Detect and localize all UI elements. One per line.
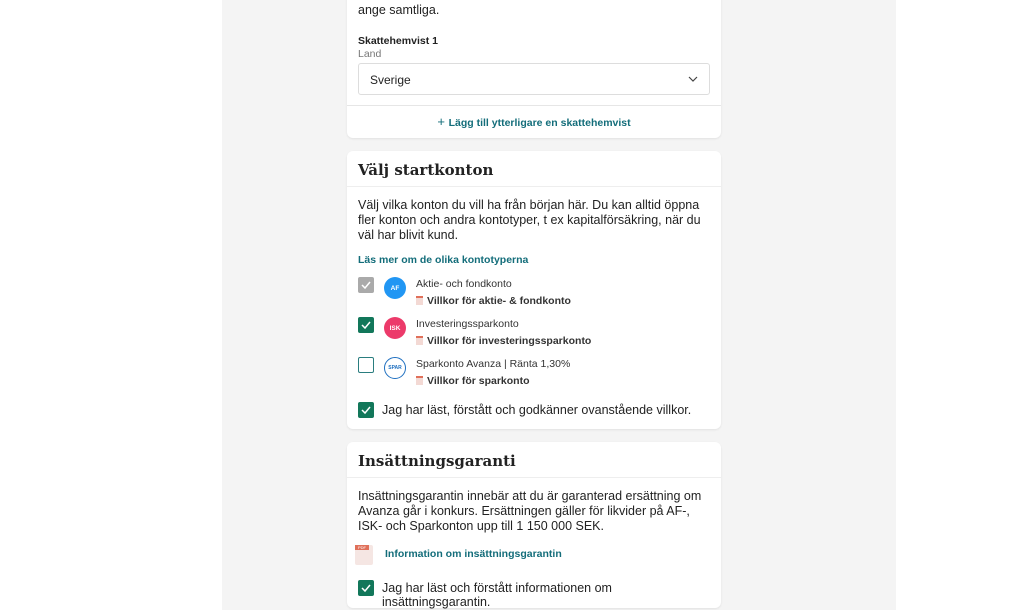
chevron-down-icon [688, 76, 698, 82]
pdf-file-icon [355, 545, 373, 565]
country-select[interactable] [358, 63, 710, 95]
spar-checkbox[interactable] [358, 357, 374, 373]
isk-icon: ISK [384, 317, 406, 339]
add-tax-residence-button[interactable] [347, 114, 721, 129]
af-terms-label: Villkor för aktie- & fondkonto [427, 295, 571, 307]
accept-terms-label[interactable]: Jag har läst, förstått och godkänner ovanstående villkor. [382, 403, 692, 417]
start-accounts-description: Välj vilka konton du vill ha från början här. Du kan alltid öppna fler konton och andra kontotyper, t ex kapitalförsäkring, när du väl har blivit kund. [358, 198, 701, 242]
tax-residence-label: Skattehemvist 1 [358, 35, 438, 47]
accept-terms-checkbox[interactable] [358, 402, 374, 418]
deposit-guarantee-info-link[interactable]: Information om insättningsgarantin [385, 548, 562, 560]
add-tax-residence-label: Lägg till ytterligare en skattehemvist [448, 117, 631, 129]
start-accounts-card [347, 151, 721, 429]
deposit-guarantee-title: Insättningsgaranti [347, 442, 721, 478]
tax-residence-card [347, 0, 721, 138]
af-checkbox[interactable] [358, 277, 374, 293]
pdf-badge: PDF [355, 545, 369, 550]
accept-guarantee-label[interactable]: Jag har läst och förstått informationen om insättningsgarantin. [382, 581, 612, 609]
read-more-link[interactable]: Läs mer om de olika kontotyperna [358, 254, 529, 266]
country-label: Land [358, 48, 382, 60]
accept-guarantee-checkbox[interactable] [358, 580, 374, 596]
country-value: Sverige [370, 73, 411, 87]
pdf-icon [416, 336, 423, 345]
deposit-guarantee-description: Insättningsgarantin innebär att du är garanterad ersättning om Avanza går i konkurs. Ersättningen gäller för likvider på AF-, ISK- och Sparkonton upp till 1 150 000 SEK. [358, 489, 702, 533]
deposit-guarantee-card [347, 442, 721, 608]
pdf-icon [416, 296, 423, 305]
spar-icon: SPAR [384, 357, 406, 379]
af-account-name: Aktie- och fondkonto [416, 278, 512, 290]
af-icon: AF [384, 277, 406, 299]
spar-account-name: Sparkonto Avanza | Ränta 1,30% [416, 358, 571, 370]
plus-icon: + [437, 114, 449, 129]
isk-terms-link[interactable] [416, 335, 591, 347]
pdf-icon [416, 376, 423, 385]
isk-terms-label: Villkor för investeringssparkonto [427, 335, 592, 347]
spar-terms-label: Villkor för sparkonto [427, 375, 530, 387]
tax-intro-text: ange samtliga. [358, 3, 440, 17]
spar-terms-link[interactable] [416, 375, 530, 387]
isk-checkbox[interactable] [358, 317, 374, 333]
start-accounts-title: Välj startkonton [347, 151, 721, 187]
isk-account-name: Investeringssparkonto [416, 318, 519, 330]
af-terms-link[interactable] [416, 295, 571, 307]
